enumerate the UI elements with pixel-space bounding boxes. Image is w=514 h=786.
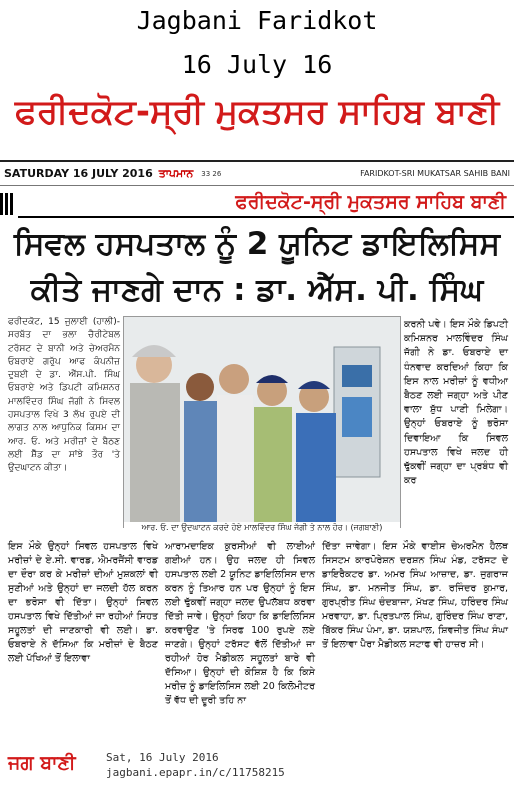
section-title: ਫਰੀਦਕੋਟ-ਸ੍ਰੀ ਮੁਕਤਸਰ ਸਾਹਿਬ ਬਾਣੀ — [235, 191, 506, 213]
epaper-footer — [0, 742, 514, 786]
footer-meta — [106, 750, 285, 780]
masthead-title: ਫਰੀਦਕੋਟ-ਸ੍ਰੀ ਮੁਕਤਸਰ ਸਾਹਿਬ ਬਾਣੀ — [14, 92, 500, 132]
dateline-bar — [0, 160, 514, 186]
clipping-caption-title: Jagbani Faridkot — [136, 6, 378, 35]
weather-label: ਤਾਪਮਾਨ — [158, 166, 194, 180]
weather-temps: 33 26 — [201, 169, 222, 178]
article-column-1: ਇਸ ਮੌਕੇ ਉਨ੍ਹਾਂ ਸਿਵਲ ਹਸਪਤਾਲ ਵਿਖੇ ਮਰੀਜ਼ਾਂ ਦੇ ਏ.ਸੀ. ਵਾਰਡ, ਐਮਰਜੈਂਸੀ ਵਾਰਡ ਦਾ ਦੌਰਾ ਕਰ ਕੇ ਮਰੀਜ਼ਾਂ ਦੀਆਂ ਮੁਸ਼ਕਲਾਂ ਵੀ ਸੁਣੀਆਂ ਅਤੇ ਉਨ੍ਹਾਂ ਦਾ ਜਲਦੀ ਹੱਲ ਕਰਨ ਦਾ ਭਰੋਸਾ ਵੀ ਦਿੱਤਾ। ਉਨ੍ਹਾਂ ਸਿਵਲ ਹਸਪਤਾਲ ਵਿਖੇ ਦਿੱਤੀਆਂ ਜਾ ਰਹੀਆਂ ਸਿਹਤ ਸਹੂਲਤਾਂ ਦੀ ਜਾਣਕਾਰੀ ਵੀ ਲਈ। ਡਾ. ਓਬਰਾਏ ਨੇ ਦੱਸਿਆ ਕਿ ਮਰੀਜ਼ਾਂ ਦੇ ਬੈਠਣ ਲਈ ਪੱਖਿਆਂ ਤੋਂ ਇਲਾਵਾ — [8, 541, 158, 664]
article-column-3: ਦਿੱਤਾ ਜਾਵੇਗਾ। ਇਸ ਮੌਕੇ ਵਾਈਸ ਚੇਅਰਮੈਨ ਹੈਲਥ ਸਿਸਟਮ ਕਾਰਪੋਰੇਸ਼ਨ ਦਰਸ਼ਨ ਸਿੰਘ ਮੰਡ, ਟਰੱਸਟ ਦੇ ਡਾਇਰੈਕਟਰ ਡਾ. ਅਮਰ ਸਿੰਘ ਆਜ਼ਾਦ, ਡਾ. ਜੁਗਰਾਜ ਸਿੰਘ, ਡਾ. ਮਨਜੀਤ ਸਿੰਘ, ਡਾ. ਰਜਿੰਦਰ ਕੁਮਾਰ, ਗੁਰਪ੍ਰੀਤ ਸਿੰਘ ਚੰਦਬਾਜਾ, ਮੱਖਣ ਸਿੰਘ, ਹਰਿੰਦਰ ਸਿੰਘ ਮਰਵਾਹਾ, ਡਾ. ਪ੍ਰਿਤਪਾਲ ਸਿੰਘ, ਗੁਰਿੰਦਰ ਸਿੰਘ ਰਾਣਾ, ਬਿੱਕਰ ਸਿੰਘ ਪੰਮਾ, ਡਾ. ਯਸ਼ਪਾਲ, ਸ਼ਿਵਜੀਤ ਸਿੰਘ ਸੰਘਾ ਤੋਂ ਇਲਾਵਾ ਪੈਰਾ ਮੈਡੀਕਲ ਸਟਾਫ ਵੀ ਹਾਜ਼ਰ ਸੀ। — [322, 541, 508, 650]
jagbani-logo: ਜਗ ਬਾਣੀ — [8, 752, 76, 774]
article-right-column: ਕਰਨੀ ਪਵੇ। ਇਸ ਮੌਕੇ ਡਿਪਟੀ ਕਮਿਸ਼ਨਰ ਮਾਲਵਿੰਦਰ ਸਿੰਘ ਜੱਗੀ ਨੇ ਡਾ. ਓਬਰਾਏ ਦਾ ਧੰਨਵਾਦ ਕਰਦਿਆਂ ਕਿਹਾ ਕਿ ਇਸ ਨਾਲ ਮਰੀਜ਼ਾਂ ਨੂੰ ਵਧੀਆ ਬੈਠਣ ਲਈ ਜਗ੍ਹਾ ਅਤੇ ਪੀਣ ਵਾਲਾ ਸ਼ੁੱਧ ਪਾਣੀ ਮਿਲੇਗਾ। ਉਨ੍ਹਾਂ ਓਬਰਾਏ ਨੂੰ ਭਰੋਸਾ ਦਿਵਾਇਆ ਕਿ ਸਿਵਲ ਹਸਪਤਾਲ ਵਿਖੇ ਜਲਦ ਹੀ ਢੁੱਕਵੀਂ ਜਗ੍ਹਾ ਦਾ ਪ੍ਰਬੰਧ ਵੀ ਕਰ — [404, 319, 508, 487]
headline-line-2: ਕੀਤੇ ਜਾਣਗੇ ਦਾਨ : ਡਾ. ਐੱਸ. ਪੀ. ਸਿੰਘ — [30, 272, 484, 308]
photo-illustration — [124, 317, 401, 528]
section-header — [0, 189, 514, 219]
section-divider — [18, 216, 514, 218]
photo-caption: ਆਰ. ਓ. ਦਾ ਉਦਘਾਟਨ ਕਰਦੇ ਹੋਏ ਮਾਲਵਿੰਦਰ ਸਿੰਘ ਜੱਗੀ ਤੇ ਨਾਲ ਹੋਰ। (ਜਗਬਾਣੀ) — [124, 522, 400, 533]
issue-date: SATURDAY 16 JULY 2016 — [4, 167, 153, 180]
clipping-caption-date: 16 July 16 — [181, 50, 333, 79]
footer-url[interactable]: jagbani.epapr.in/c/11758215 — [106, 766, 285, 779]
article-intro: ਫਰੀਦਕੋਟ, 15 ਜੁਲਾਈ (ਹਾਲੀ)-ਸਰਬੱਤ ਦਾ ਭਲਾ ਚੈਰੀਟੇਬਲ ਟਰੱਸਟ ਦੇ ਬਾਨੀ ਅਤੇ ਚੇਅਰਮੈਨ ਓਬਰਾਏ ਗਰੁੱਪ ਆਫ ਕੰਪਨੀਜ਼ ਦੁਬਈ ਦੇ ਡਾ. ਐੱਸ.ਪੀ. ਸਿੰਘ ਓਬਰਾਏ ਅਤੇ ਡਿਪਟੀ ਕਮਿਸ਼ਨਰ ਮਾਲਵਿੰਦਰ ਸਿੰਘ ਜੱਗੀ ਨੇ ਸਿਵਲ ਹਸਪਤਾਲ ਵਿਖੇ 3 ਲੱਖ ਰੁਪਏ ਦੀ ਲਾਗਤ ਨਾਲ ਆਧੁਨਿਕ ਕਿਸਮ ਦਾ ਆਰ. ਓ. ਅਤੇ ਮਰੀਜ਼ਾਂ ਦੇ ਬੈਠਣ ਲਈ ਸ਼ੈੱਡ ਦਾ ਸਾਂਝੇ ਤੌਰ 'ਤੇ ਉਦਘਾਟਨ ਕੀਤਾ। — [8, 317, 120, 474]
news-photo — [123, 316, 401, 528]
article-column-2: ਆਰਾਮਦਾਇਕ ਕੁਰਸੀਆਂ ਵੀ ਲਾਈਆਂ ਗਈਆਂ ਹਨ। ਉਹ ਜਲਦ ਹੀ ਸਿਵਲ ਹਸਪਤਾਲ ਲਈ 2 ਯੂਨਿਟ ਡਾਇਲਿਸਿਸ ਦਾਨ ਕਰਨ ਨੂੰ ਤਿਆਰ ਹਨ ਪਰ ਉਨ੍ਹਾਂ ਨੂੰ ਇਸ ਲਈ ਢੁੱਕਵੀਂ ਜਗ੍ਹਾ ਜਲਦ ਉਪਲੱਬਧ ਕਰਵਾ ਦਿੱਤੀ ਜਾਵੇ। ਉਨ੍ਹਾਂ ਕਿਹਾ ਕਿ ਡਾਇਲਿਸਿਸ ਕਰਵਾਉਣ 'ਤੇ ਸਿਰਫ 100 ਰੁਪਏ ਲਏ ਜਾਣਗੇ। ਉਨ੍ਹਾਂ ਟਰੱਸਟ ਵੱਲੋਂ ਦਿੱਤੀਆਂ ਜਾ ਰਹੀਆਂ ਹੋਰ ਮੈਡੀਕਲ ਸਹੂਲਤਾਂ ਬਾਰੇ ਵੀ ਦੱਸਿਆ। ਉਨ੍ਹਾਂ ਦੀ ਕੋਸ਼ਿਸ਼ ਹੈ ਕਿ ਕਿਸੇ ਮਰੀਜ਼ ਨੂੰ ਡਾਇਲਿਸਿਸ ਲਈ 20 ਕਿਲੋਮੀਟਰ ਤੋਂ ਵੱਧ ਦੀ ਦੂਰੀ ਤਹਿ ਨਾ — [165, 541, 315, 706]
section-stripe-decoration — [0, 193, 14, 215]
edition-name: FARIDKOT-SRI MUKATSAR SAHIB BANI — [360, 169, 510, 178]
headline-line-1: ਸਿਵਲ ਹਸਪਤਾਲ ਨੂੰ 2 ਯੂਨਿਟ ਡਾਇਲਿਸਿਸ — [13, 226, 501, 262]
newspaper-masthead — [0, 88, 514, 158]
footer-date: Sat, 16 July 2016 — [106, 751, 219, 764]
